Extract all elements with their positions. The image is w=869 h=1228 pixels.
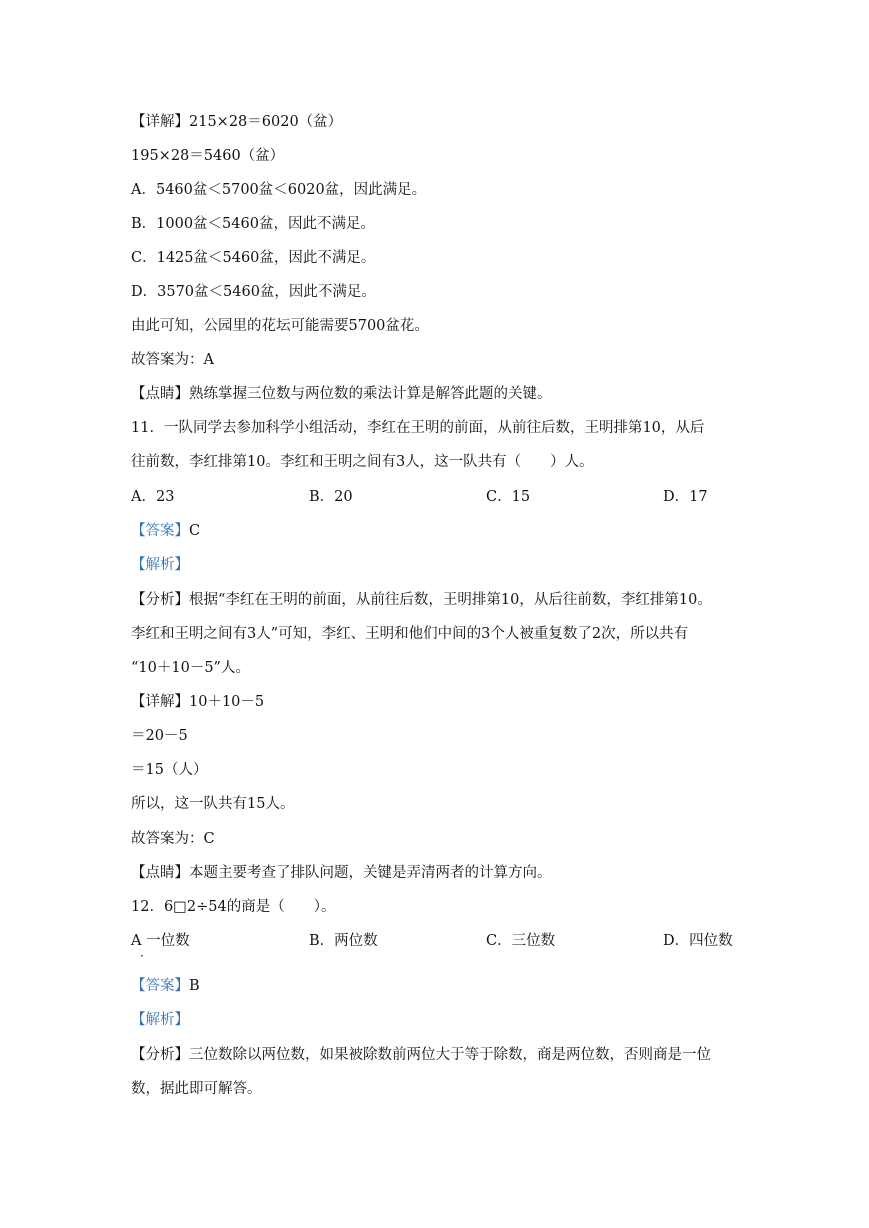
answer-label: 【答案】 — [131, 978, 189, 994]
question-11-detail-line-4: 所以，这一队共有15人。 — [131, 796, 295, 812]
question-12-option-b: B．两位数 — [309, 933, 378, 949]
option-b-check: B．1000盆＜5460盆，因此不满足。 — [131, 216, 375, 232]
conclusion-line: 由此可知，公园里的花坛可能需要5700盆花。 — [131, 318, 429, 334]
question-11-option-c: C．15 — [486, 489, 531, 505]
answer-value: B — [189, 978, 200, 994]
detail-line: 【详解】215×28＝6020（盆） — [131, 114, 343, 130]
question-11-option-a: A．23 — [131, 489, 175, 505]
question-12-analysis-line-2: 数，据此即可解答。 — [131, 1081, 262, 1097]
question-11-stem-line-1: 11．一队同学去参加科学小组活动，李红在王明的前面，从前往后数，王明排第10，从后 — [131, 420, 705, 436]
question-11-detail-line-1: 【详解】10＋10－5 — [131, 694, 265, 710]
answer-value: C — [189, 523, 201, 539]
question-11-detail-line-3: ＝15（人） — [131, 762, 208, 778]
question-11-detail-line-2: ＝20－5 — [131, 728, 188, 744]
question-12-option-a: A 一位数 — [131, 933, 190, 949]
remark-line: 【点睛】熟练掌握三位数与两位数的乘法计算是解答此题的关键。 — [131, 386, 552, 402]
question-12-option-d: D．四位数 — [663, 933, 733, 949]
question-11-analysis-line-3: “10＋10－5”人。 — [131, 660, 250, 676]
question-12-analysis-line-1: 【分析】三位数除以两位数，如果被除数前两位大于等于除数，商是两位数，否则商是一位 — [131, 1047, 711, 1063]
question-12-stem: 12．6□2÷54的商是（ ）。 — [131, 899, 336, 915]
question-11-option-b: B．20 — [309, 489, 353, 505]
answer-line: 故答案为：A — [131, 352, 214, 368]
question-11-stem-line-2: 往前数，李红排第10。李红和王明之间有3人，这一队共有（ ）人。 — [131, 454, 594, 470]
option-d-check: D．3570盆＜5460盆，因此不满足。 — [131, 284, 376, 300]
question-11-answer — [131, 521, 200, 541]
question-12-option-c: C．三位数 — [486, 933, 556, 949]
question-11-conclusion: 故答案为：C — [131, 831, 215, 847]
question-11-remark: 【点睛】本题主要考查了排队问题，关键是弄清两者的计算方向。 — [131, 865, 552, 881]
option-a-check: A．5460盆＜5700盆＜6020盆，因此满足。 — [131, 182, 427, 198]
option-a-dot: · — [140, 949, 144, 963]
calculation-line: 195×28＝5460（盆） — [131, 148, 285, 164]
question-12-analysis-label: 【解析】 — [131, 1012, 189, 1028]
question-11-analysis-line-2: 李红和王明之间有3人”可知，李红、王明和他们中间的3个人被重复数了2次，所以共有 — [131, 626, 689, 642]
question-11-option-d: D．17 — [663, 489, 708, 505]
question-11-analysis-label: 【解析】 — [131, 557, 189, 573]
question-11-analysis-line-1: 【分析】根据“李红在王明的前面，从前往后数，王明排第10，从后往前数，李红排第10。 — [131, 592, 712, 608]
option-c-check: C．1425盆＜5460盆，因此不满足。 — [131, 250, 376, 266]
answer-label: 【答案】 — [131, 523, 189, 539]
question-12-answer — [131, 976, 200, 996]
